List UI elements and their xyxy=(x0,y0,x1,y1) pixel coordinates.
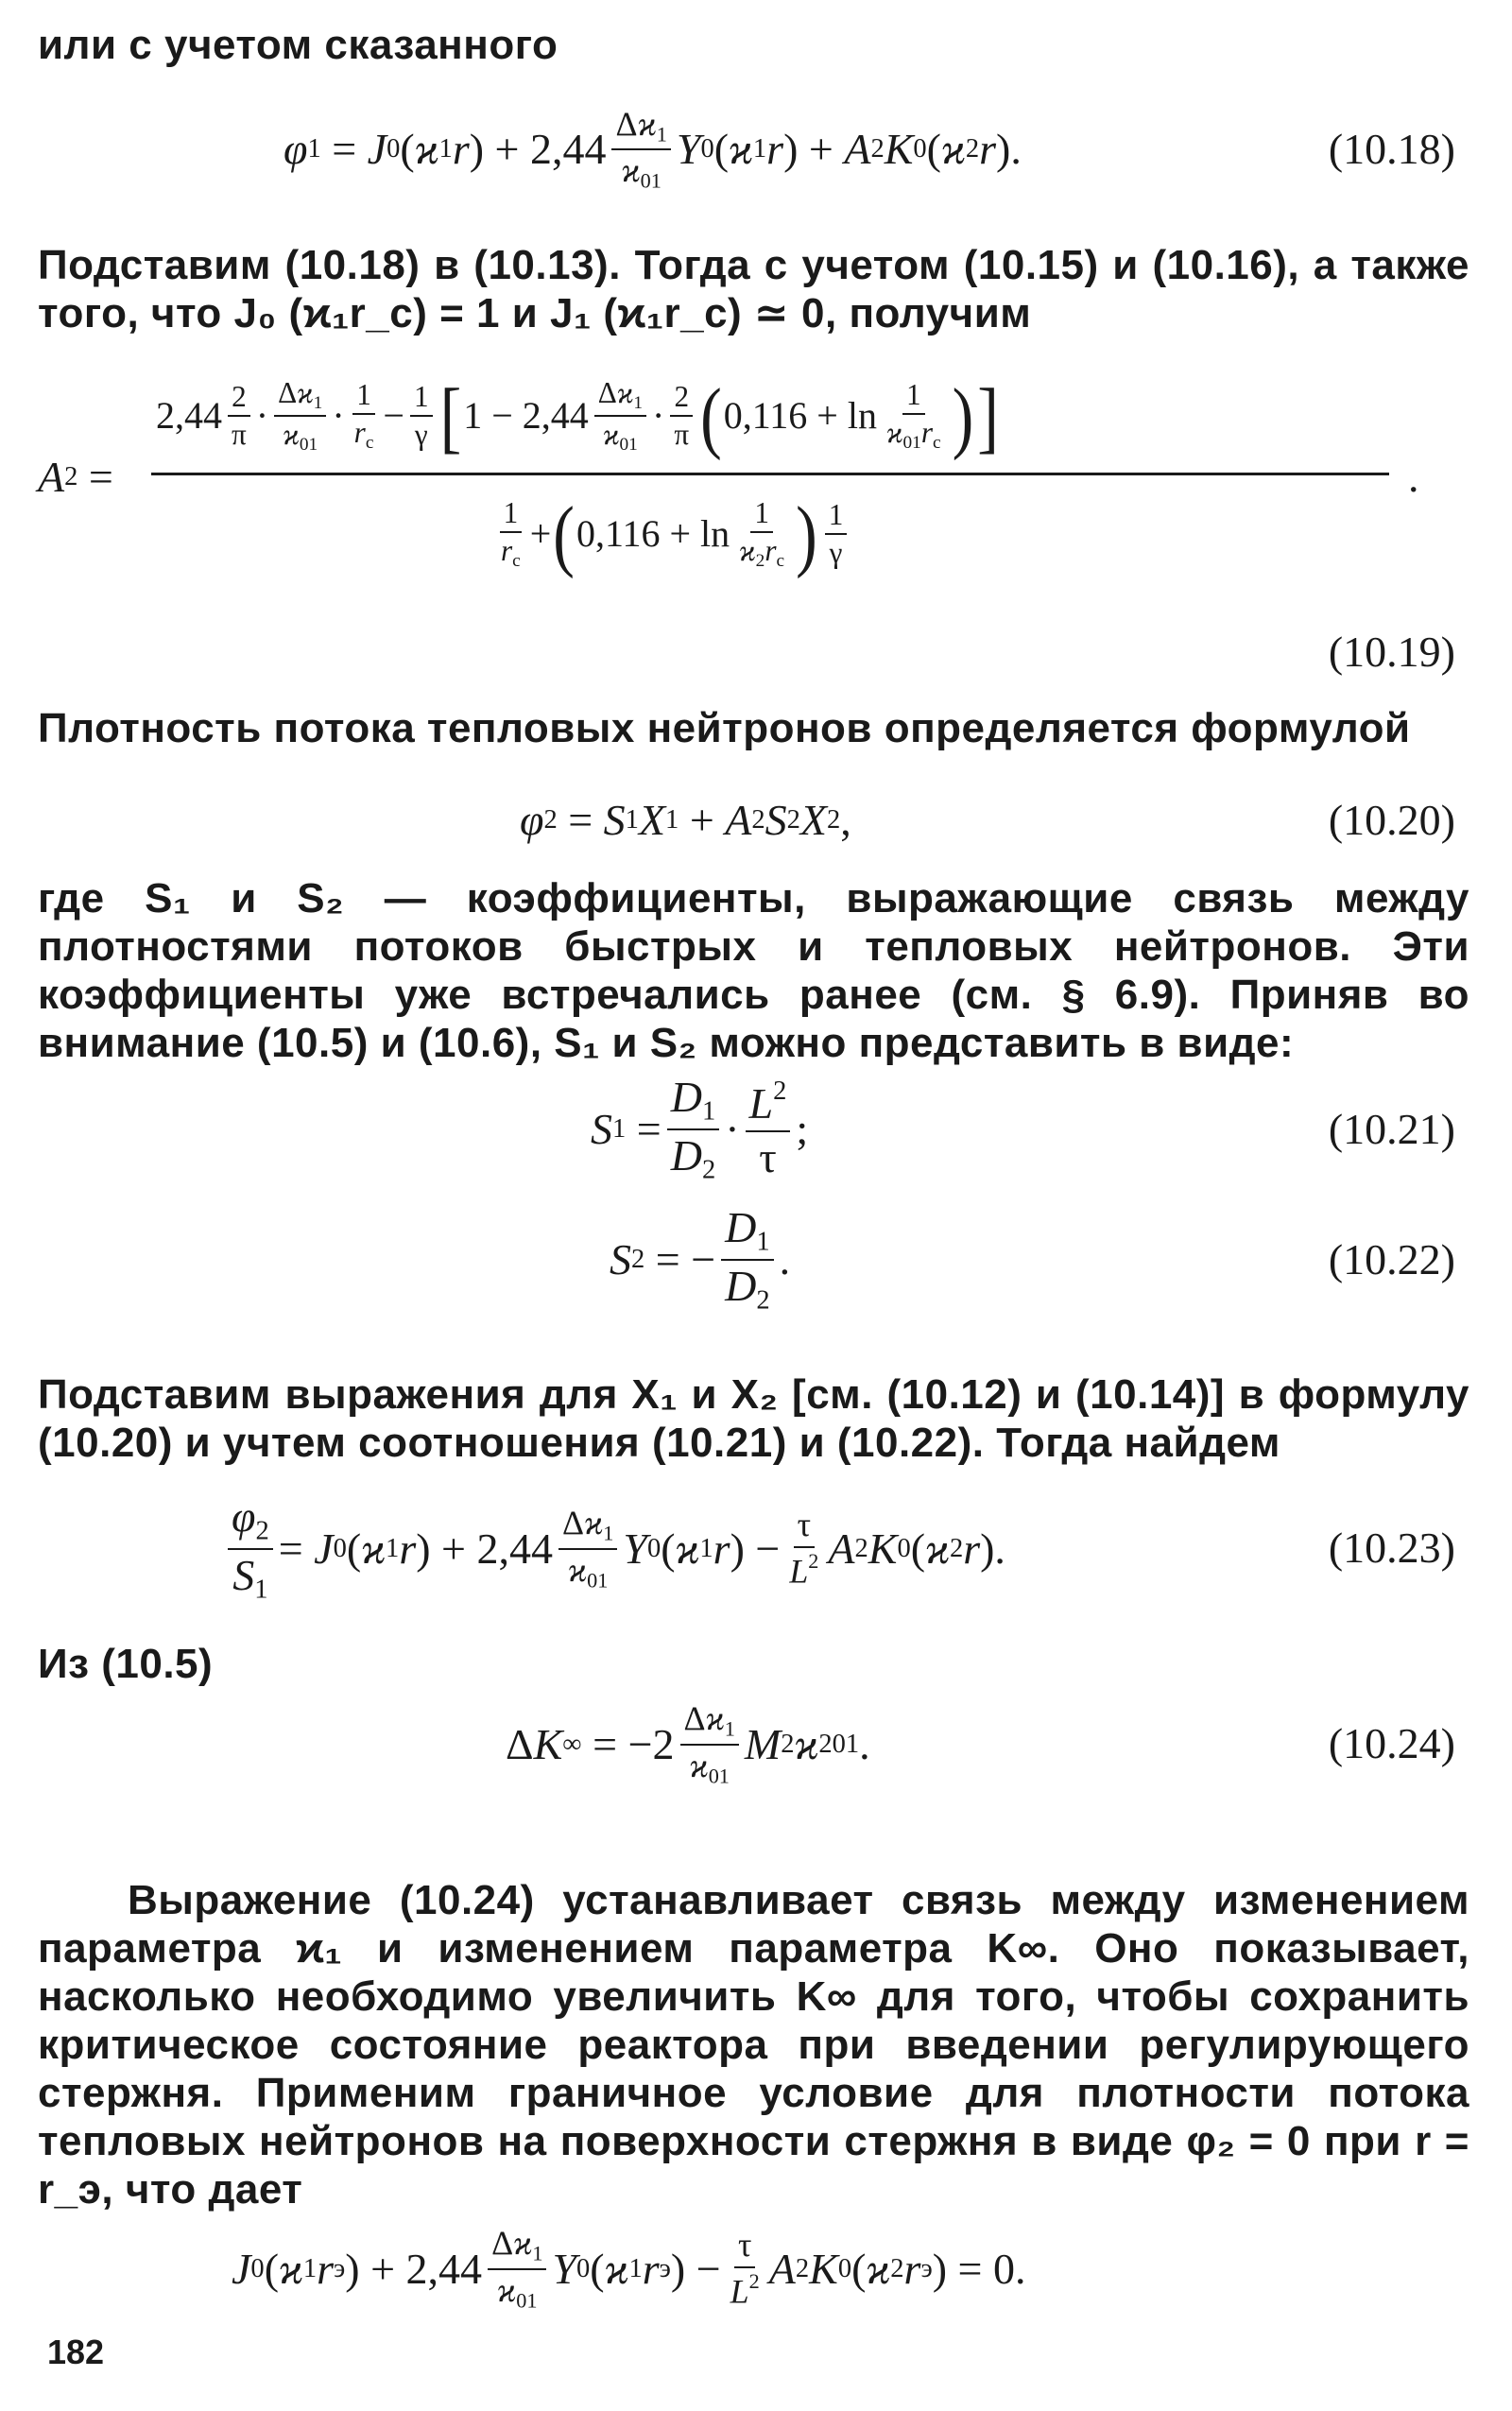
book-page: или с учетом сказанного φ 1 = J 0 ( ϰ 1 r ) + 2,44 $\frac{\Delta ϰ_1}{ϰ_{01}}$ Y 0 ( ϰ 1 r ) + A 2 K 0 ( ϰ 2 r ). (10.18) Подставим (10.18) в (10.13). Тогда с учетом (10.15) и (10.16), а также того, что J₀ (ϰ₁r_c) = 1 и J₁ (ϰ₁r_c) ≃ 0, получим A 2 = 2,44 $\frac{2}{\pi}$ · $\frac{\Delta ϰ_1}{ϰ_{01}}$ · $\frac{1}{r_c}$ − $\frac{1}{\gamma}$ [ 1 − 2,44 $\frac{\Delta ϰ_1}{ϰ_{01}}$ · $\frac{2}{\pi}$ ( 0,116 + ln $\frac{1}{ϰ_{01}r_c}$ ) ] . $\frac{1}{r_c}$ + ( 0,116 + ln $\frac{1}{ϰ_2r_c}$ ) $\frac{1}{\gamma}$ (10.19) Плотность потока тепловых нейтронов определяется формулой φ 2 = S 1 X 1 + A 2 S 2 X 2 , (10.20) где S₁ и S₂ — коэффициенты, выражающие связь между плотностями потоков быстрых и тепловых нейтронов. Эти коэффициенты уже встречались ранее (см. § 6.9). Приняв во внимание (10.5) и (10.6), S₁ и S₂ можно представить в виде: S 1 = $\frac{D_1}{D_2}$ · $\frac{L^2}{\tau}$ ; (10.21) S 2 = − $\frac{D_1}{D_2}$ . (10.22) Подставим выражения для X₁ и X₂ [см. (10.12) и (10.14)] в формулу (10.20) и учтем соотношения (10.21) и (10.22). Тогда найдем $\frac{\varphi_2}{S_1}$ = J 0 ( ϰ 1 r ) + 2,44 $\frac{\Delta ϰ_1}{ϰ_{01}}$ Y 0 ( ϰ 1 r ) − $\frac{\tau}{L^2}$ A 2 K 0 ( ϰ 2 r ). (10.23) Из (10.5) Δ K ∞ = −2 $\frac{\Delta ϰ_1}{ϰ_{01}}$ M 2 ϰ 2 01 . (10.24) Выражение (10.24) устанавливает связь между изменением параметра ϰ₁ и изменением параметра K∞. Оно показывает, насколько необходимо увеличить K∞ для того, чтобы сохранить критическое состояние реактора при введении регулирующего стержня. Применим граничное условие для плотности потока тепловых нейтронов на поверхности стержня в виде φ₂ = 0 при r = r_э, что дает J 0 ( ϰ 1 r э ) + 2,44 $\frac{\Delta ϰ_1}{ϰ_{01}}$ Y 0 ( ϰ 1 r э ) − $\frac{\tau}{L^2}$ A 2 K 0 ( ϰ 2 r э ) = 0. 182 xyxy=(0,0,1512,2411)
coef: 2,44 xyxy=(529,125,607,173)
paragraph-intro: или с учетом сказанного xyxy=(38,22,558,68)
equation-number: (10.21) xyxy=(1328,1105,1455,1153)
paragraph-3: где S₁ и S₂ — коэффициенты, выражающие связь между плотностями потоков быстрых и тепловых нейтронов. Эти коэффициенты уже встречались ранее (см. § 6.9). Приняв во внимание (10.5) и (10.6), S₁ и S₂ можно представить в виде: xyxy=(38,875,1469,1066)
paragraph-4: Подставим выражения для X₁ и X₂ [см. (10.12) и (10.14)] в формулу (10.20) и учтем соотношения (10.21) и (10.22). Тогда найдем xyxy=(38,1371,1469,1466)
paragraph-5: Из (10.5) xyxy=(38,1641,214,1687)
equation-10-19: A 2 = 2,44 $\frac{2}{\pi}$ · $\frac{\Delta ϰ_1}{ϰ_{01}}$ · $\frac{1}{r_c}$ − $\frac{1}{\gamma}$ [ 1 − 2,44 $\frac{\Delta ϰ_1}{ϰ_{01}}$ · $\frac{2}{\pi}$ ( 0,116 + ln $\frac{1}{ϰ_{01}r_c}$ ) ] . $\frac{1}{r_c}$ + ( 0,116 + ln $\frac{1}{ϰ_2r_c}$ ) $\frac{1}{\gamma}$ (10.19) xyxy=(0,369,1512,595)
paragraph-1: Подставим (10.18) в (10.13). Тогда с учетом (10.15) и (10.16), а также того, что J₀ (ϰ₁r_c) = 1 и J₁ (ϰ₁r_c) ≃ 0, получим xyxy=(38,242,1469,336)
paragraph-6: Выражение (10.24) устанавливает связь между изменением параметра ϰ₁ и изменением параметра K∞. Оно показывает, насколько необходимо увеличить K∞ для того, чтобы сохранить критическое состояние реактора при введении регулирующего стержня. Применим граничное условие для плотности потока тепловых нейтронов на поверхности стержня в виде φ₂ = 0 при r = r_э, что дает xyxy=(38,1877,1469,2213)
equation-number: (10.24) xyxy=(1328,1719,1455,1767)
equation-number: (10.19) xyxy=(1328,628,1455,676)
paragraph-2: Плотность потока тепловых нейтронов определяется формулой xyxy=(38,705,1411,751)
equation-number: (10.20) xyxy=(1328,796,1455,844)
equation-number: (10.23) xyxy=(1328,1524,1455,1572)
equation-number: (10.18) xyxy=(1328,125,1455,173)
page-number: 182 xyxy=(47,2333,105,2371)
equation-number: (10.22) xyxy=(1328,1235,1455,1283)
